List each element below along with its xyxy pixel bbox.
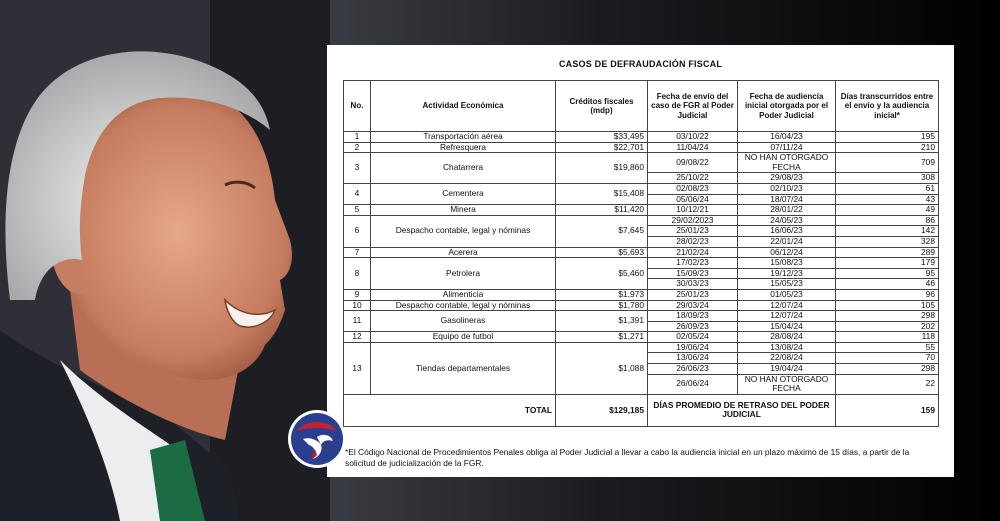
case-hearing-date: 07/11/24 [738,142,836,153]
case-send-date: 18/09/23 [648,311,738,322]
case-send-date: 21/02/24 [648,247,738,258]
case-credits: $22,701 [556,142,648,153]
case-send-date: 17/02/23 [648,258,738,269]
case-activity: Petrolera [371,258,556,290]
header-no: No. [344,81,371,132]
table-row [344,153,939,173]
case-send-date: 25/01/23 [648,226,738,237]
case-send-date: 02/08/23 [648,183,738,194]
table-row [344,142,939,153]
case-hearing-date: 01/05/23 [738,289,836,300]
case-credits: $1,391 [556,311,648,332]
case-activity: Minera [371,205,556,216]
table-row [344,342,939,353]
footnote: *El Código Nacional de Procedimientos Penales obliga al Poder Judicial a llevar a cabo la audiencia inicial en un plazo máximo de 15 días, a partir de la solicitud de judicialización de la FGR. [345,447,910,468]
case-days: 61 [836,183,939,194]
case-credits: $19,860 [556,153,648,184]
case-send-date: 13/06/24 [648,353,738,364]
case-send-date: 02/05/24 [648,332,738,343]
case-activity: Refresquera [371,142,556,153]
case-days: 298 [836,364,939,375]
case-credits: $7,645 [556,215,648,247]
case-hearing-date: 12/07/24 [738,300,836,311]
case-number: 11 [344,311,371,332]
case-hearing-date: NO HAN OTORGADO FECHA [738,153,836,173]
case-credits: $1,088 [556,342,648,394]
case-days: 95 [836,268,939,279]
case-days: 328 [836,236,939,247]
case-activity: Equipo de futbol [371,332,556,343]
case-hearing-date: 15/04/24 [738,321,836,332]
case-hearing-date: 18/07/24 [738,194,836,205]
case-hearing-date: 15/08/23 [738,258,836,269]
case-credits: $5,693 [556,247,648,258]
header-creditos: Créditos fiscales (mdp) [556,81,648,132]
case-number: 9 [344,289,371,300]
case-number: 12 [344,332,371,343]
case-send-date: 19/06/24 [648,342,738,353]
case-hearing-date: 22/01/24 [738,236,836,247]
table-row [344,215,939,226]
case-send-date: 28/02/23 [648,236,738,247]
case-number: 5 [344,205,371,216]
table-row [344,332,939,343]
case-days: 118 [836,332,939,343]
case-hearing-date: 02/10/23 [738,183,836,194]
case-send-date: 30/03/23 [648,279,738,290]
header-actividad: Actividad Económica [371,81,556,132]
case-activity: Alimenticia [371,289,556,300]
case-credits: $1,973 [556,289,648,300]
header-envio: Fecha de envío del caso de FGR al Poder Judicial [648,81,738,132]
header-audiencia: Fecha de audiencia inicial otorgada por el Poder Judicial [738,81,836,132]
header-dias: Días transcurridos entre el envío y la audiencia inicial* [836,81,939,132]
case-days: 55 [836,342,939,353]
case-hearing-date: 16/06/23 [738,226,836,237]
cases-table [343,80,939,427]
table-row [344,289,939,300]
table-row [344,258,939,269]
table-row [344,300,939,311]
total-row [344,394,939,426]
case-hearing-date: 16/04/23 [738,132,836,143]
case-send-date: 26/09/23 [648,321,738,332]
case-hearing-date: 15/05/23 [738,279,836,290]
case-credits: $1,780 [556,300,648,311]
case-credits: $1,271 [556,332,648,343]
promedio-value: 159 [836,394,939,426]
case-credits: $5,460 [556,258,648,290]
table-row [344,205,939,216]
total-creditos: $129,185 [556,394,648,426]
table-row [344,132,939,143]
case-hearing-date: 28/08/24 [738,332,836,343]
table-row [344,247,939,258]
case-send-date: 25/01/23 [648,289,738,300]
portrait-photo [0,0,330,521]
total-label: TOTAL [344,394,556,426]
case-days: 105 [836,300,939,311]
case-days: 43 [836,194,939,205]
case-days: 210 [836,142,939,153]
case-activity: Despacho contable, legal y nóminas [371,300,556,311]
case-hearing-date: 28/01/22 [738,205,836,216]
case-days: 46 [836,279,939,290]
case-credits: $11,420 [556,205,648,216]
case-credits: $15,408 [556,183,648,204]
case-hearing-date: 24/05/23 [738,215,836,226]
case-days: 22 [836,374,939,394]
case-send-date: 10/12/21 [648,205,738,216]
case-number: 1 [344,132,371,143]
case-number: 7 [344,247,371,258]
case-days: 298 [836,311,939,322]
case-days: 195 [836,132,939,143]
case-days: 709 [836,153,939,173]
case-days: 289 [836,247,939,258]
case-number: 13 [344,342,371,394]
document-title: CASOS DE DEFRAUDACIÓN FISCAL [558,59,723,69]
case-send-date: 29/03/24 [648,300,738,311]
table-row [344,183,939,194]
case-hearing-date: 19/12/23 [738,268,836,279]
case-number: 8 [344,258,371,290]
case-number: 3 [344,153,371,184]
case-days: 86 [836,215,939,226]
case-activity: Transportación aérea [371,132,556,143]
case-days: 96 [836,289,939,300]
case-hearing-date: 06/12/24 [738,247,836,258]
case-number: 4 [344,183,371,204]
case-send-date: 26/06/24 [648,374,738,394]
case-days: 49 [836,205,939,216]
case-activity: Gasolineras [371,311,556,332]
case-send-date: 29/02/2023 [648,215,738,226]
document-panel [327,45,954,477]
case-send-date: 15/09/23 [648,268,738,279]
case-hearing-date: 29/08/23 [738,173,836,184]
case-number: 2 [344,142,371,153]
case-days: 179 [836,258,939,269]
case-hearing-date: 12/07/24 [738,311,836,322]
case-days: 202 [836,321,939,332]
case-hearing-date: NO HAN OTORGADO FECHA [738,374,836,394]
case-number: 6 [344,215,371,247]
case-days: 142 [836,226,939,237]
case-send-date: 25/10/22 [648,173,738,184]
case-send-date: 03/10/22 [648,132,738,143]
case-send-date: 26/06/23 [648,364,738,375]
case-days: 70 [836,353,939,364]
case-hearing-date: 22/08/24 [738,353,836,364]
case-days: 308 [836,173,939,184]
promedio-label: DÍAS PROMEDIO DE RETRASO DEL PODER JUDICIAL [648,394,836,426]
table-row [344,311,939,322]
case-activity: Despacho contable, legal y nóminas [371,215,556,247]
case-activity: Cementera [371,183,556,204]
case-activity: Tiendas departamentales [371,342,556,394]
case-credits: $33,495 [556,132,648,143]
case-hearing-date: 19/04/24 [738,364,836,375]
case-activity: Chatarrera [371,153,556,184]
case-send-date: 09/08/22 [648,153,738,173]
table-header-row [344,81,939,132]
case-number: 10 [344,300,371,311]
case-activity: Acerera [371,247,556,258]
case-hearing-date: 13/08/24 [738,342,836,353]
case-send-date: 05/06/24 [648,194,738,205]
emblem-logo [287,409,347,469]
case-send-date: 11/04/24 [648,142,738,153]
